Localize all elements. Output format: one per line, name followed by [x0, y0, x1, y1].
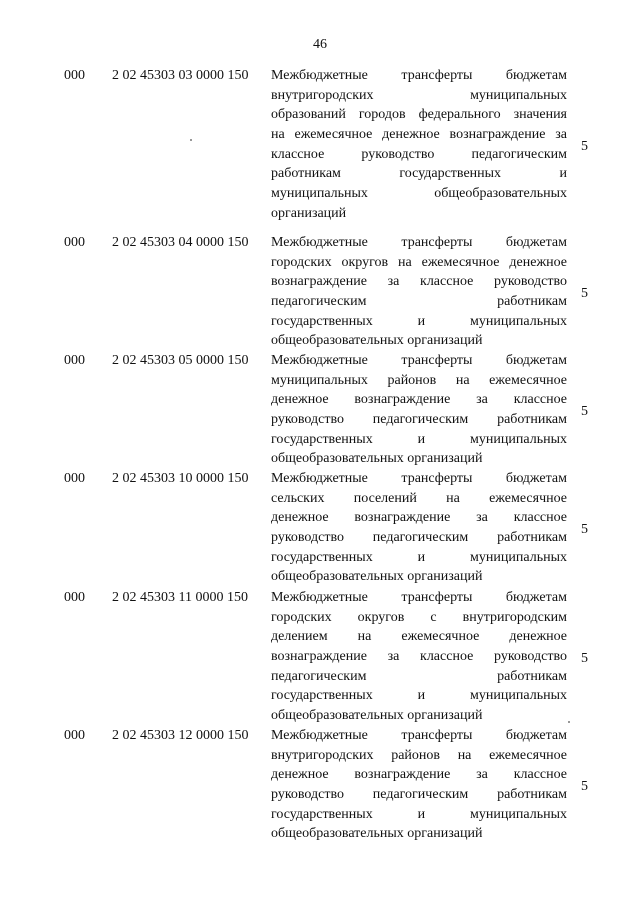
- page-number: 46: [313, 37, 327, 52]
- description-line: Межбюджетные трансферты бюджетам: [271, 471, 567, 486]
- row-description: [271, 469, 567, 587]
- description-line: муниципальных районов на ежемесячное: [271, 372, 567, 388]
- row-description: [271, 351, 567, 469]
- description-line: общеобразовательных организаций: [271, 826, 483, 842]
- budget-classification-code: 2 02 45303 10 0000 150: [112, 471, 249, 486]
- description-line: руководство педагогическим работникам: [271, 530, 567, 546]
- description-line: денежное вознаграждение за классное: [271, 767, 567, 783]
- description-line: государственных и муниципальных: [271, 806, 567, 822]
- description-line: педагогическим работникам: [271, 668, 567, 684]
- description-line: сельских поселений на ежемесячное: [271, 490, 567, 506]
- description-line: вознаграждение за классное руководство: [271, 649, 567, 665]
- admin-code: 000: [64, 471, 85, 486]
- description-line: общеобразовательных организаций: [271, 333, 483, 349]
- description-line: руководство педагогическим работникам: [271, 412, 567, 428]
- description-line: общеобразовательных организаций: [271, 708, 483, 724]
- description-line: муниципальных общеобразовательных: [271, 186, 567, 202]
- description-line: делением на ежемесячное денежное: [271, 629, 567, 645]
- row-description: [271, 588, 567, 726]
- description-line: городских округов на ежемесячное денежное: [271, 254, 567, 270]
- description-line: Межбюджетные трансферты бюджетам: [271, 68, 567, 83]
- description-line: классное руководство педагогическим: [271, 146, 567, 162]
- description-line: организаций: [271, 205, 347, 221]
- row-value: 5: [581, 286, 588, 301]
- row-value: 5: [581, 404, 588, 419]
- description-line: внутригородских муниципальных: [271, 87, 567, 103]
- admin-code: 000: [64, 353, 85, 368]
- row-value: 5: [581, 651, 588, 666]
- admin-code: 000: [64, 728, 85, 743]
- description-line: общеобразовательных организаций: [271, 451, 483, 467]
- description-line: педагогическим работникам: [271, 294, 567, 310]
- budget-classification-code: 2 02 45303 05 0000 150: [112, 353, 249, 368]
- budget-classification-code: 2 02 45303 03 0000 150: [112, 68, 249, 83]
- row-description: [271, 233, 567, 351]
- description-line: руководство педагогическим работникам: [271, 787, 567, 803]
- row-value: 5: [581, 139, 588, 154]
- admin-code: 000: [64, 590, 85, 605]
- description-line: на ежемесячное денежное вознаграждение за: [271, 127, 567, 143]
- scan-speck: [190, 139, 192, 141]
- description-line: государственных и муниципальных: [271, 688, 567, 704]
- description-line: денежное вознаграждение за классное: [271, 392, 567, 408]
- description-line: Межбюджетные трансферты бюджетам: [271, 590, 567, 605]
- row-description: [271, 726, 567, 844]
- description-line: образований городов федерального значения: [271, 107, 567, 123]
- description-line: вознаграждение за классное руководство: [271, 274, 567, 290]
- admin-code: 000: [64, 235, 85, 250]
- description-line: Межбюджетные трансферты бюджетам: [271, 235, 567, 250]
- description-line: городских округов с внутригородским: [271, 609, 567, 625]
- description-line: денежное вознаграждение за классное: [271, 510, 567, 526]
- description-line: работникам государственных и: [271, 166, 567, 182]
- row-description: [271, 66, 567, 224]
- description-line: государственных и муниципальных: [271, 431, 567, 447]
- budget-classification-code: 2 02 45303 12 0000 150: [112, 728, 249, 743]
- admin-code: 000: [64, 68, 85, 83]
- description-line: государственных и муниципальных: [271, 313, 567, 329]
- description-line: общеобразовательных организаций: [271, 569, 483, 585]
- row-value: 5: [581, 522, 588, 537]
- row-value: 5: [581, 779, 588, 794]
- budget-classification-code: 2 02 45303 11 0000 150: [112, 590, 248, 605]
- description-line: внутригородских районов на ежемесячное: [271, 747, 567, 763]
- scan-speck: [568, 721, 570, 723]
- description-line: Межбюджетные трансферты бюджетам: [271, 728, 567, 743]
- description-line: Межбюджетные трансферты бюджетам: [271, 353, 567, 368]
- description-line: государственных и муниципальных: [271, 549, 567, 565]
- budget-classification-code: 2 02 45303 04 0000 150: [112, 235, 249, 250]
